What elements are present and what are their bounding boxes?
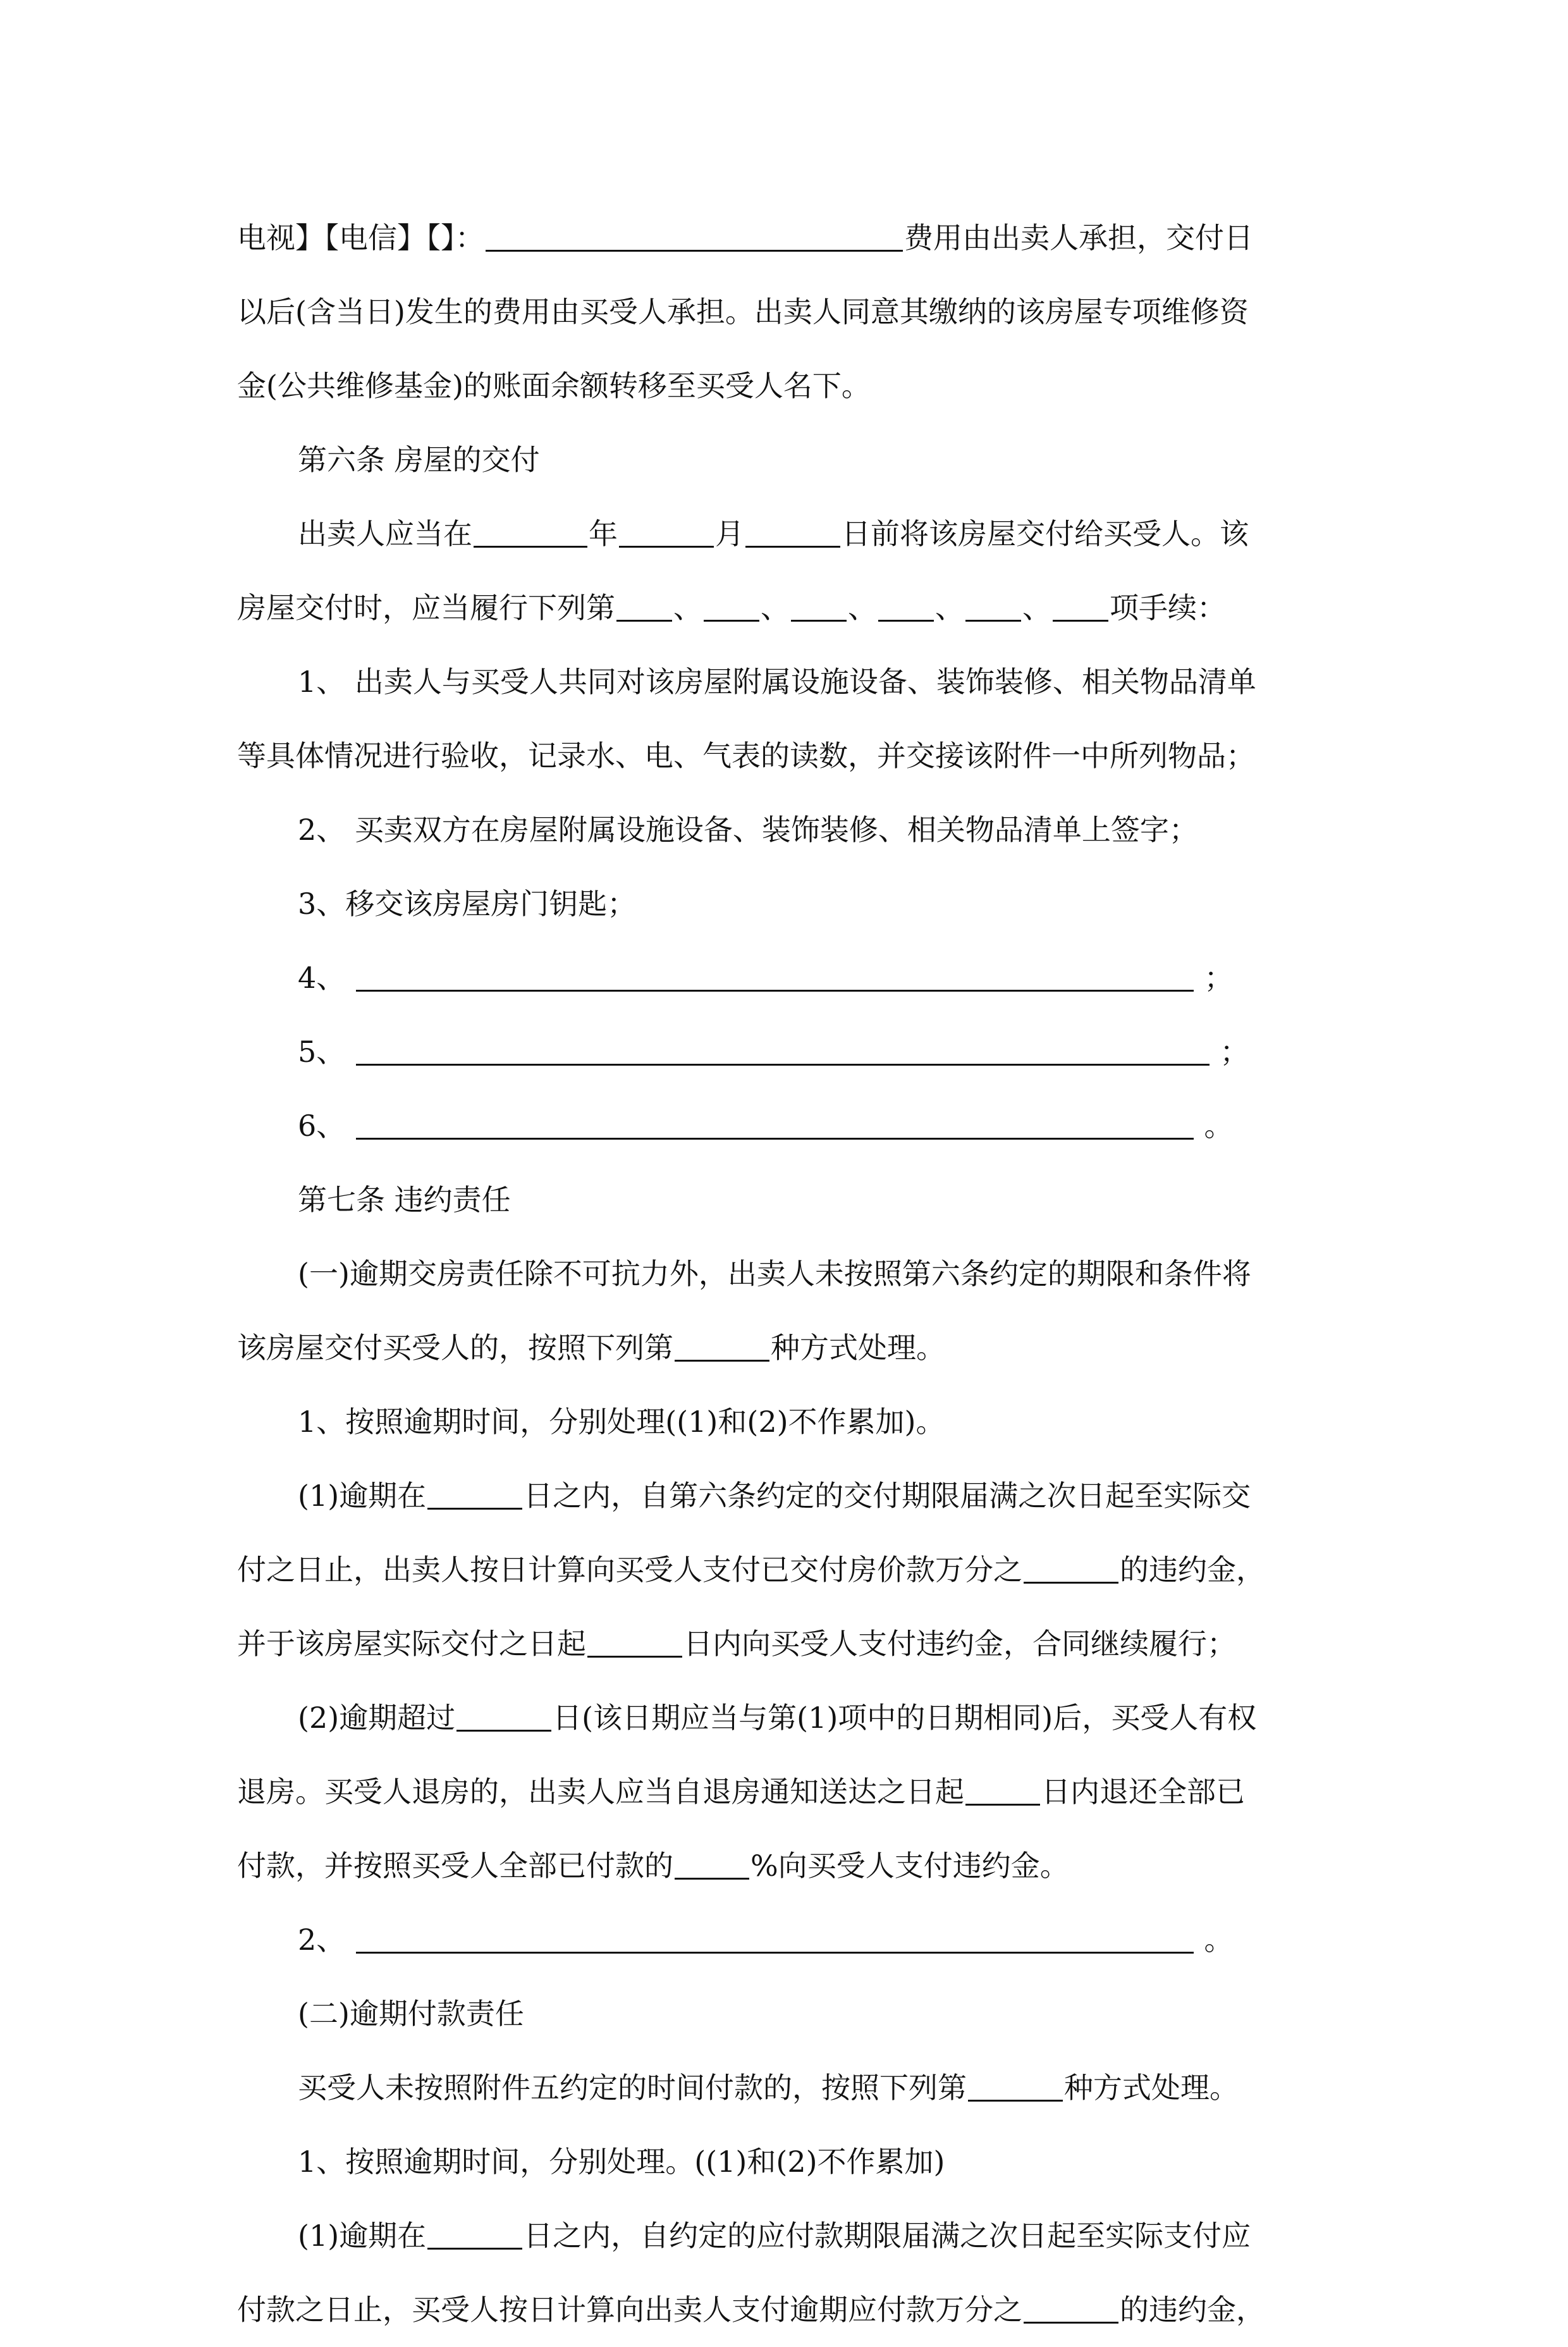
text-segment: 年 xyxy=(589,517,618,551)
fill-in-blank[interactable] xyxy=(616,591,672,622)
text-segment: 2、 买卖双方在房屋附属设施设备、装饰装修、相关物品清单上签字； xyxy=(298,813,1198,847)
paragraph-line xyxy=(237,571,1350,645)
paragraph-line xyxy=(237,349,1350,423)
paragraph-line xyxy=(237,1607,1350,1681)
fill-in-blank[interactable] xyxy=(356,1109,1194,1140)
text-segment: 项手续： xyxy=(1110,591,1226,625)
paragraph-line xyxy=(237,1385,1350,1459)
paragraph-line xyxy=(237,645,1350,719)
text-segment: 日之内，自约定的应付款期限届满之次日起至实际支付应 xyxy=(524,2219,1251,2253)
paragraph-line xyxy=(237,2273,1350,2347)
fill-in-blank[interactable] xyxy=(474,517,587,548)
text-segment: 等具体情况进行验收，记录水、电、气表的读数，并交接该附件一中所列物品； xyxy=(237,739,1255,773)
text-segment: 电视】【电信】【】： xyxy=(237,221,484,255)
text-segment: (二)逾期付款责任 xyxy=(298,1997,524,2031)
text-segment: 、 xyxy=(935,591,964,625)
section-heading xyxy=(237,1977,1350,2051)
paragraph-line xyxy=(237,1311,1350,1385)
fill-in-blank[interactable] xyxy=(791,591,847,622)
text-segment: 、 xyxy=(848,591,877,625)
text-segment: 以后(含当日)发生的费用由买受人承担。出卖人同意其缴纳的该房屋专项维修资 xyxy=(237,295,1249,329)
text-segment: 3、移交该房屋房门钥匙； xyxy=(298,887,637,921)
fill-in-blank[interactable] xyxy=(675,1849,749,1880)
text-segment: 的违约金， xyxy=(1120,1553,1265,1587)
text-segment: 付款之日止，买受人按日计算向出卖人支付逾期应付款万分之 xyxy=(237,2293,1022,2327)
text-segment: 该房屋交付买受人的，按照下列第 xyxy=(237,1331,673,1365)
paragraph-line xyxy=(237,1237,1350,1311)
fill-in-blank[interactable] xyxy=(356,1035,1210,1066)
paragraph-line xyxy=(237,1755,1350,1829)
text-segment: 第七条 违约责任 xyxy=(298,1183,511,1217)
text-segment: 。 xyxy=(1194,1923,1234,1957)
fill-in-blank[interactable] xyxy=(427,2219,522,2250)
fill-in-blank[interactable] xyxy=(1024,1553,1118,1584)
fill-in-blank[interactable] xyxy=(675,1331,769,1362)
text-segment: ； xyxy=(1194,961,1234,995)
text-segment: 第六条 房屋的交付 xyxy=(298,443,540,477)
text-segment: 出卖人应当在 xyxy=(298,517,472,551)
text-segment: (2)逾期超过 xyxy=(298,1701,456,1735)
paragraph-line xyxy=(237,941,1350,1015)
paragraph-line xyxy=(237,793,1350,867)
fill-in-blank[interactable] xyxy=(704,591,759,622)
text-segment: 2、 xyxy=(298,1923,355,1957)
paragraph-line xyxy=(237,1015,1350,1089)
paragraph-line xyxy=(237,497,1350,571)
text-segment: 1、按照逾期时间，分别处理((1)和(2)不作累加)。 xyxy=(298,1405,945,1439)
text-segment: 。 xyxy=(1194,1109,1234,1143)
paragraph-line xyxy=(237,2125,1350,2199)
text-segment: 1、按照逾期时间，分别处理。((1)和(2)不作累加) xyxy=(298,2145,945,2179)
text-segment: 日(该日期应当与第(1)项中的日期相同)后，买受人有权 xyxy=(553,1701,1257,1735)
section-heading xyxy=(237,423,1350,497)
text-segment: 金(公共维修基金)的账面余额转移至买受人名下。 xyxy=(237,369,871,403)
paragraph-line xyxy=(237,1829,1350,1903)
paragraph-line xyxy=(237,1903,1350,1977)
text-segment: %向买受人支付违约金。 xyxy=(750,1849,1069,1883)
text-segment: 日内向买受人支付违约金，合同继续履行； xyxy=(683,1627,1236,1661)
paragraph-line xyxy=(237,275,1350,349)
paragraph-line xyxy=(237,1459,1350,1533)
text-segment: 日前将该房屋交付给买受人。该 xyxy=(842,517,1249,551)
text-segment: 、 xyxy=(1022,591,1051,625)
fill-in-blank[interactable] xyxy=(356,961,1194,992)
text-segment: 的违约金， xyxy=(1120,2293,1265,2327)
document-page xyxy=(237,201,1350,2347)
fill-in-blank[interactable] xyxy=(968,2071,1063,2102)
text-segment: 、 xyxy=(761,591,790,625)
paragraph-line xyxy=(237,1089,1350,1163)
text-segment: 日之内，自第六条约定的交付期限届满之次日起至实际交 xyxy=(524,1479,1251,1513)
fill-in-blank[interactable] xyxy=(619,517,714,548)
text-segment: 付款，并按照买受人全部已付款的 xyxy=(237,1849,673,1883)
text-segment: 退房。买受人退房的，出卖人应当自退房通知送达之日起 xyxy=(237,1775,964,1809)
fill-in-blank[interactable] xyxy=(1024,2293,1118,2324)
text-segment: 种方式处理。 xyxy=(1064,2071,1239,2105)
text-segment: 买受人未按照附件五约定的时间付款的，按照下列第 xyxy=(298,2071,967,2105)
text-segment: 1、 出卖人与买受人共同对该房屋附属设施设备、装饰装修、相关物品清单 xyxy=(298,665,1256,699)
paragraph-line xyxy=(237,867,1350,941)
fill-in-blank[interactable] xyxy=(587,1627,682,1658)
fill-in-blank[interactable] xyxy=(878,591,934,622)
paragraph-line xyxy=(237,1681,1350,1755)
fill-in-blank[interactable] xyxy=(1053,591,1108,622)
paragraph-line xyxy=(237,719,1350,793)
text-segment: 日内退还全部已 xyxy=(1041,1775,1245,1809)
fill-in-blank[interactable] xyxy=(427,1479,522,1510)
text-segment: 6、 xyxy=(298,1109,355,1143)
text-segment: 种方式处理。 xyxy=(771,1331,945,1365)
fill-in-blank[interactable] xyxy=(356,1923,1194,1954)
paragraph-line xyxy=(237,2051,1350,2125)
fill-in-blank[interactable] xyxy=(486,221,903,252)
text-segment: 、 xyxy=(673,591,702,625)
text-segment: 5、 xyxy=(298,1035,355,1069)
text-segment: 并于该房屋实际交付之日起 xyxy=(237,1627,586,1661)
paragraph-line xyxy=(237,201,1350,275)
paragraph-line xyxy=(237,1533,1350,1607)
text-segment: 付之日止，出卖人按日计算向买受人支付已交付房价款万分之 xyxy=(237,1553,1022,1587)
text-segment: 4、 xyxy=(298,961,355,995)
fill-in-blank[interactable] xyxy=(965,1775,1040,1806)
fill-in-blank[interactable] xyxy=(456,1701,551,1732)
section-heading xyxy=(237,1163,1350,1237)
text-segment: (1)逾期在 xyxy=(298,2219,427,2253)
text-segment: 月 xyxy=(715,517,744,551)
fill-in-blank[interactable] xyxy=(965,591,1021,622)
text-segment: (1)逾期在 xyxy=(298,1479,427,1513)
text-segment: 费用由出卖人承担，交付日 xyxy=(904,221,1253,255)
paragraph-line xyxy=(237,2199,1350,2273)
fill-in-blank[interactable] xyxy=(745,517,840,548)
text-segment: (一)逾期交房责任除不可抗力外，出卖人未按照第六条约定的期限和条件将 xyxy=(298,1257,1251,1291)
text-segment: 房屋交付时，应当履行下列第 xyxy=(237,591,615,625)
text-segment: ； xyxy=(1210,1035,1249,1069)
